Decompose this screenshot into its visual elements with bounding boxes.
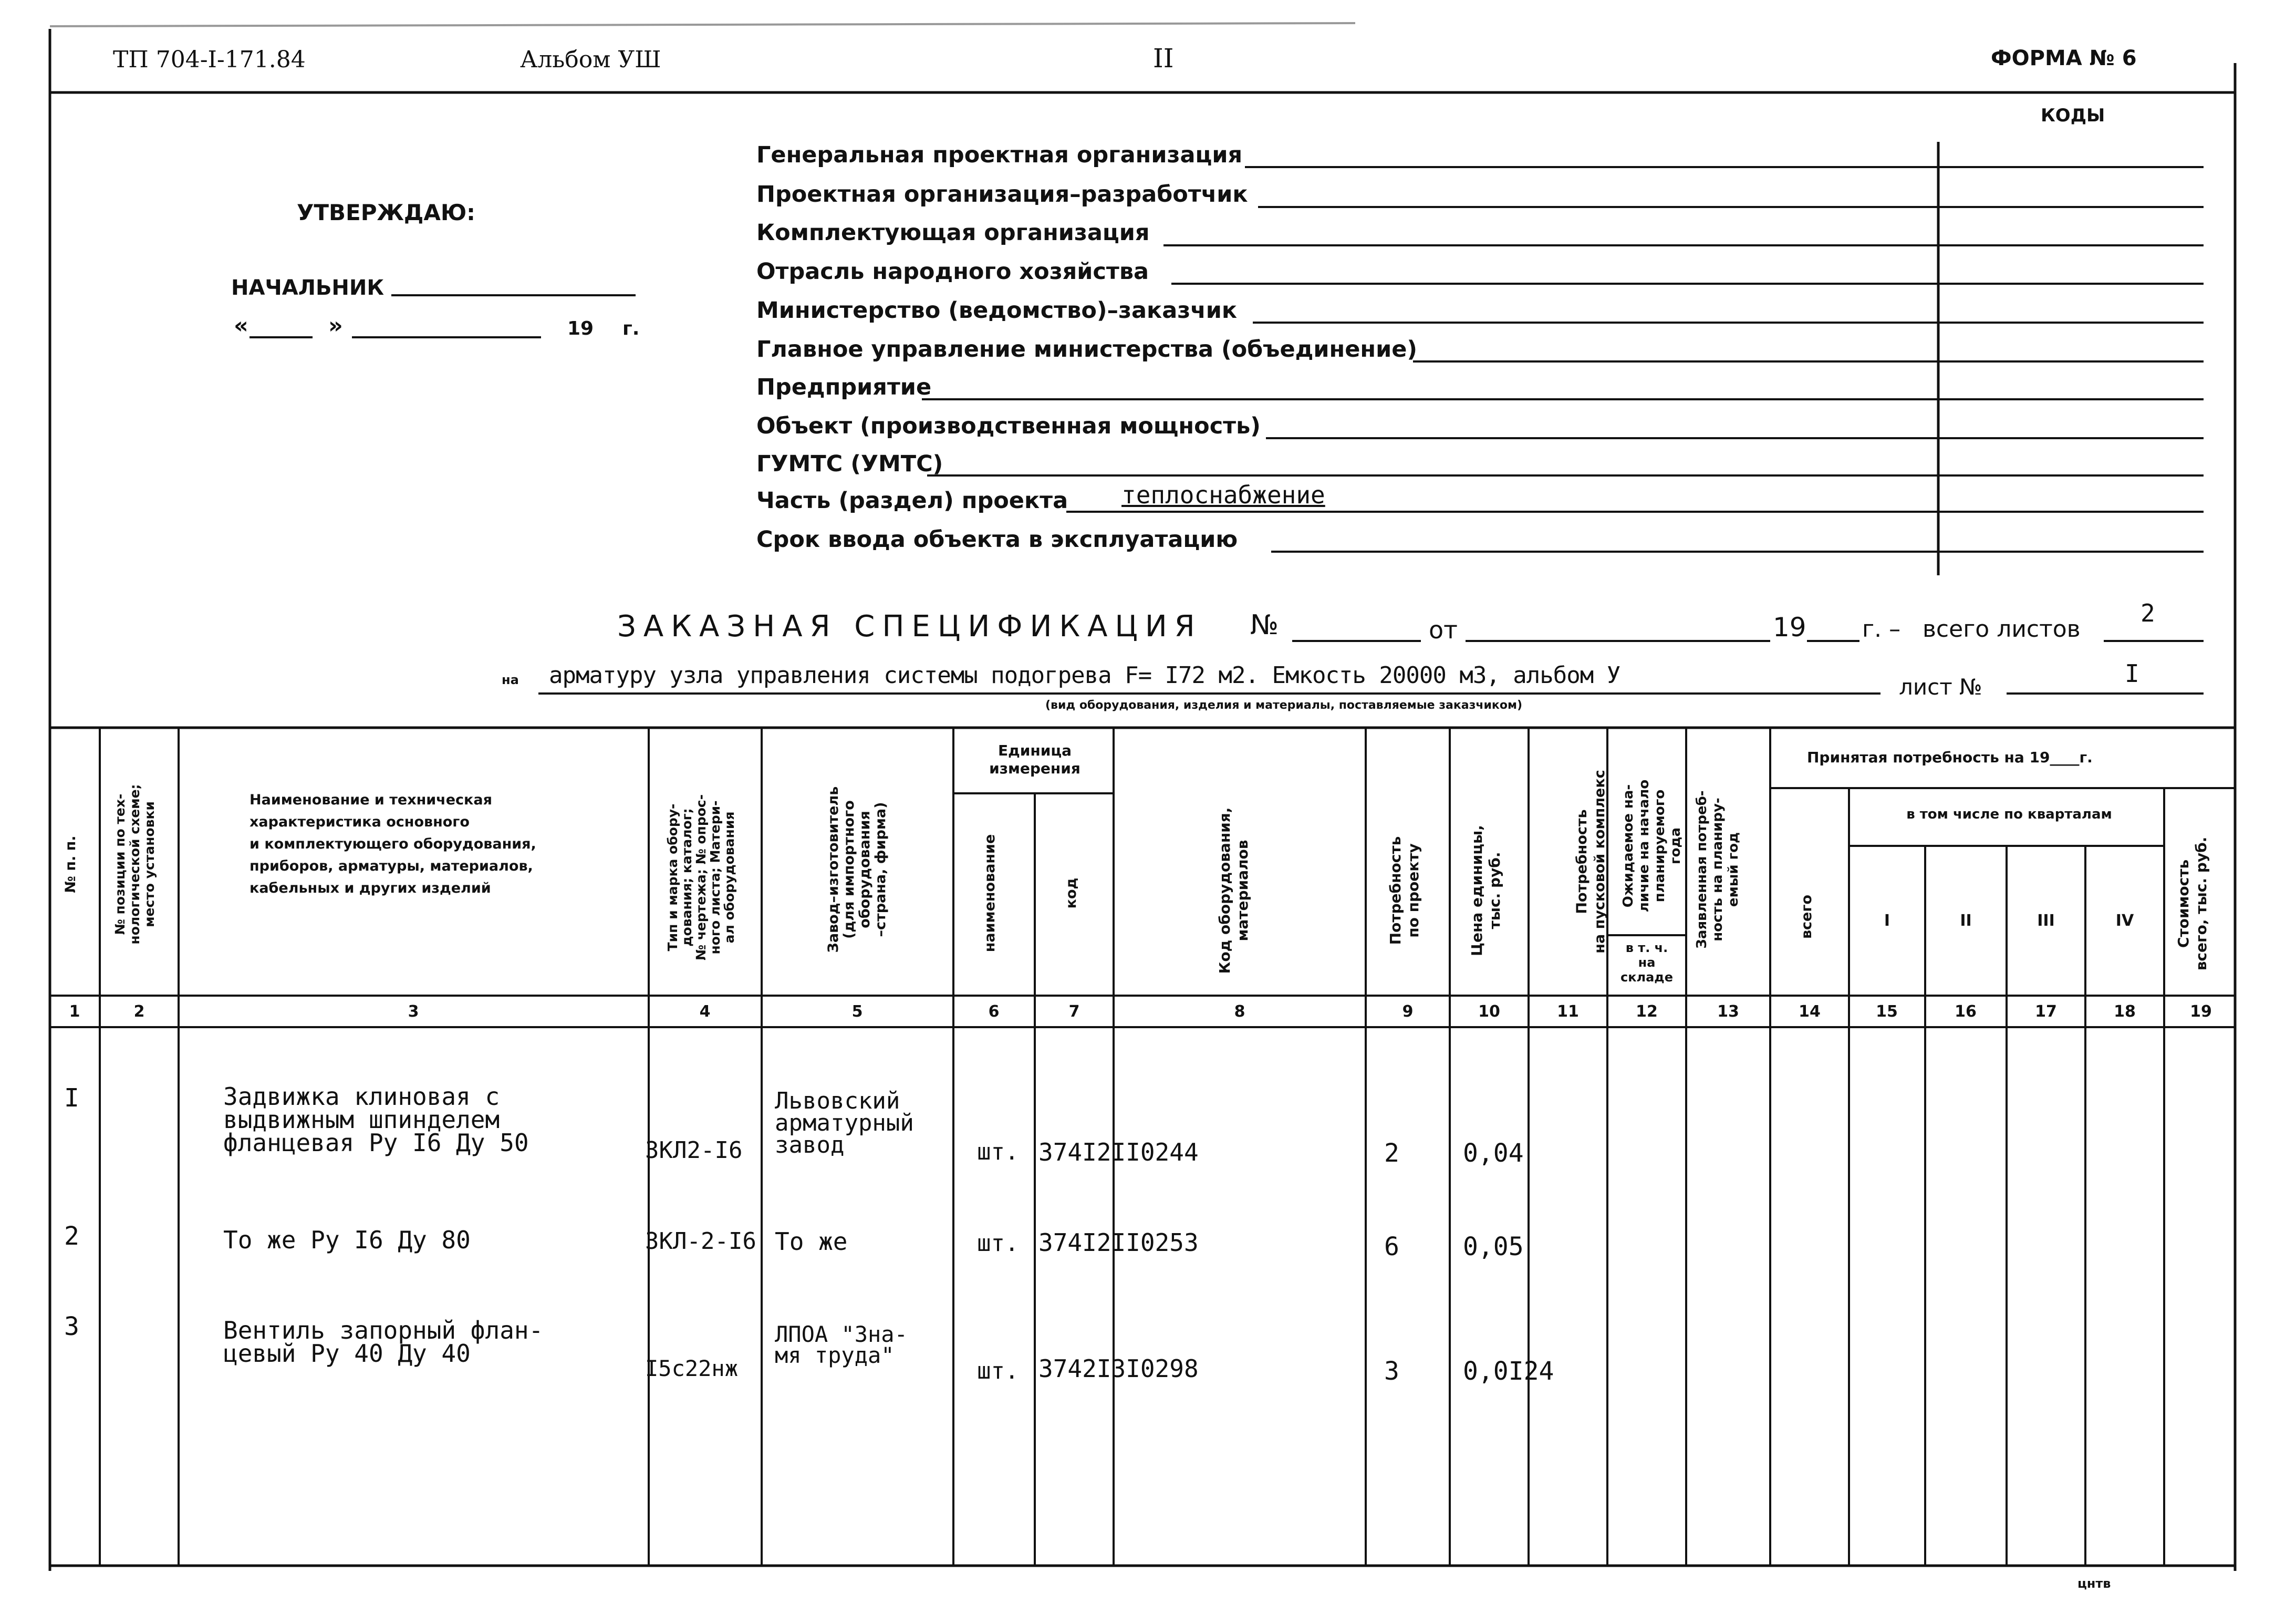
org-label-project-part: Часть (раздел) проекта <box>756 488 1068 514</box>
col-number: 17 <box>2035 1002 2057 1021</box>
col-number: 6 <box>988 1002 1000 1021</box>
row-item-unit: шт. <box>977 1139 1019 1165</box>
row-item-price: 0,04 <box>1463 1139 1524 1168</box>
row-item-price: 0,0I24 <box>1463 1357 1554 1386</box>
quarter-4-header: IV <box>2115 912 2134 930</box>
col-header-13: Заявленная потреб- ность на планиру- емый год <box>1694 790 1741 949</box>
col-number: 16 <box>1955 1002 1977 1021</box>
spec-sheet-label: лист № <box>1899 674 1982 700</box>
col-header-8: Код оборудования, материалов <box>1216 807 1251 974</box>
doc-code: ТП 704-I-171.84 <box>113 46 306 73</box>
row-item-name: То же Ру I6 Ду 80 <box>223 1226 471 1254</box>
org-label-object: Объект (производственная мощность) <box>756 413 1261 439</box>
project-part-value: теплоснабжение <box>1121 481 1325 509</box>
org-label-industry: Отрасль народного хозяйства <box>756 258 1149 285</box>
quarter-3-header: III <box>2037 912 2055 930</box>
col-header-12: Ожидаемое на- личие на начало планируемого года <box>1620 779 1684 913</box>
unit-header: Единица измерения <box>989 742 1081 777</box>
page-number: II <box>1153 43 1174 74</box>
row-item-type: I5с22нж <box>645 1356 739 1381</box>
accepted-header: Принятая потребность на 19____г. <box>1807 749 2093 766</box>
col-number: 19 <box>2190 1002 2212 1021</box>
row-number: 3 <box>64 1312 79 1341</box>
spec-title: ЗАКАЗНАЯ СПЕЦИФИКАЦИЯ <box>617 609 1202 644</box>
col-header-12b: в т. ч. на складе <box>1620 940 1673 985</box>
row-number: I <box>64 1083 79 1113</box>
col-number: 3 <box>408 1002 419 1021</box>
row-item-type: ЗКЛ2-I6 <box>645 1137 743 1164</box>
form-number: ФОРМА № 6 <box>1991 46 2137 70</box>
footer-mark: цнтв <box>2077 1576 2111 1591</box>
org-label-gumts: ГУМТС (УМТС) <box>756 451 943 477</box>
col-header-1: № п. п. <box>63 835 79 893</box>
spec-total-sheets-value: 2 <box>2141 599 2155 627</box>
quarter-1-header: I <box>1884 912 1890 930</box>
col-number: 1 <box>69 1002 80 1021</box>
row-item-maker: ЛПОА "Зна- мя труда" <box>775 1321 908 1368</box>
spec-total-sheets-label: всего листов <box>1923 616 2081 643</box>
col-number: 8 <box>1234 1002 1245 1021</box>
spec-for-label: на <box>502 672 519 687</box>
row-item-code: 374I2II0244 <box>1038 1138 1199 1166</box>
spec-year-label: 19 <box>1773 612 1806 643</box>
codes-label: КОДЫ <box>2041 105 2105 126</box>
date-year-prefix: 19 <box>567 318 594 339</box>
spec-caption: (вид оборудования, изделия и материалы, поставляемые заказчиком) <box>1045 699 1522 712</box>
col-number: 13 <box>1717 1002 1739 1021</box>
chief-label: НАЧАЛЬНИК <box>231 276 385 300</box>
col-header-3: Наименование и техническая характеристика основного и комплектующего оборудования, приборов, арматуры, материалов, кабельных и других изделий <box>250 792 536 896</box>
col-number: 11 <box>1557 1002 1579 1021</box>
row-item-price: 0,05 <box>1463 1232 1524 1261</box>
row-item-code: 374I2II0253 <box>1038 1228 1199 1257</box>
quarter-2-header: II <box>1960 912 1972 930</box>
org-label-developer: Проектная организация–разработчик <box>756 181 1248 208</box>
col-header-19: Стоимость всего, тыс. руб. <box>2175 836 2210 971</box>
row-item-name: Задвижка клиновая с выдвижным шпинделем фланцевая Ру I6 Ду 50 <box>223 1082 529 1157</box>
col-number: 12 <box>1636 1002 1658 1021</box>
col-header-2: № позиции по тех- нологической схеме; место установки <box>112 784 157 945</box>
album-label: Альбом УШ <box>520 46 661 73</box>
spec-g-label: г. – <box>1862 616 1901 643</box>
col-header-9: Потребность по проекту <box>1387 836 1422 945</box>
date-year-suffix: г. <box>622 318 640 339</box>
row-item-maker: То же <box>775 1227 848 1256</box>
col-header-5: Завод–изготовитель (для импортного оборудования –страна, фирма) <box>825 786 889 953</box>
col-number: 14 <box>1799 1002 1821 1021</box>
quarters-header: в том числе по кварталам <box>1906 806 2112 822</box>
row-item-maker: Львовский арматурный завод <box>775 1088 914 1158</box>
date-quote-close: » <box>328 313 343 339</box>
row-item-qty: 2 <box>1384 1139 1399 1168</box>
col-header-14: всего <box>1799 894 1815 939</box>
col-number: 4 <box>699 1002 711 1021</box>
col-number: 2 <box>133 1002 145 1021</box>
spec-sheet-value: I <box>2125 659 2139 688</box>
org-label-commission-date: Срок ввода объекта в эксплуатацию <box>756 526 1238 553</box>
date-quote-open: « <box>234 313 248 339</box>
col-header-6: наименование <box>982 834 998 953</box>
row-item-name: Вентиль запорный флан- цевый Ру 40 Ду 40 <box>223 1316 544 1368</box>
org-label-ministry: Министерство (ведомство)–заказчик <box>756 297 1238 324</box>
col-number: 7 <box>1068 1002 1080 1021</box>
row-item-qty: 3 <box>1384 1357 1399 1386</box>
row-item-qty: 6 <box>1384 1232 1399 1261</box>
col-number: 15 <box>1876 1002 1898 1021</box>
row-item-code: 3742I3I0298 <box>1038 1354 1199 1383</box>
org-label-supplier: Комплектующая организация <box>756 220 1150 246</box>
col-header-4: Тип и марка обору- дования; каталог; № чертежа; № опрос- ного листа; Матери- ал оборудования <box>665 794 737 961</box>
col-header-11: Потребность на пусковой комплекс <box>1574 770 1608 954</box>
col-header-7: код <box>1063 877 1079 909</box>
row-item-unit: шт. <box>977 1230 1019 1257</box>
org-label-enterprise: Предприятие <box>756 374 932 400</box>
spec-for-value: арматуру узла управления системы подогрева F= I72 м2. Емкость 20000 м3, альбом У <box>549 662 1620 689</box>
spec-number-label: № <box>1250 609 1279 641</box>
col-number: 9 <box>1402 1002 1414 1021</box>
col-header-10: Цена единицы, тыс. руб. <box>1468 825 1503 956</box>
approve-label: УТВЕРЖДАЮ: <box>297 200 475 225</box>
org-label-main-directorate: Главное управление министерства (объединение) <box>756 336 1418 363</box>
col-number: 18 <box>2114 1002 2136 1021</box>
org-label-general: Генеральная проектная организация <box>756 142 1243 168</box>
col-number: 10 <box>1478 1002 1500 1021</box>
spec-from-label: от <box>1429 616 1458 644</box>
row-number: 2 <box>64 1222 79 1251</box>
row-item-type: ЗКЛ-2-I6 <box>645 1228 756 1255</box>
col-number: 5 <box>851 1002 863 1021</box>
row-item-unit: шт. <box>977 1358 1019 1384</box>
